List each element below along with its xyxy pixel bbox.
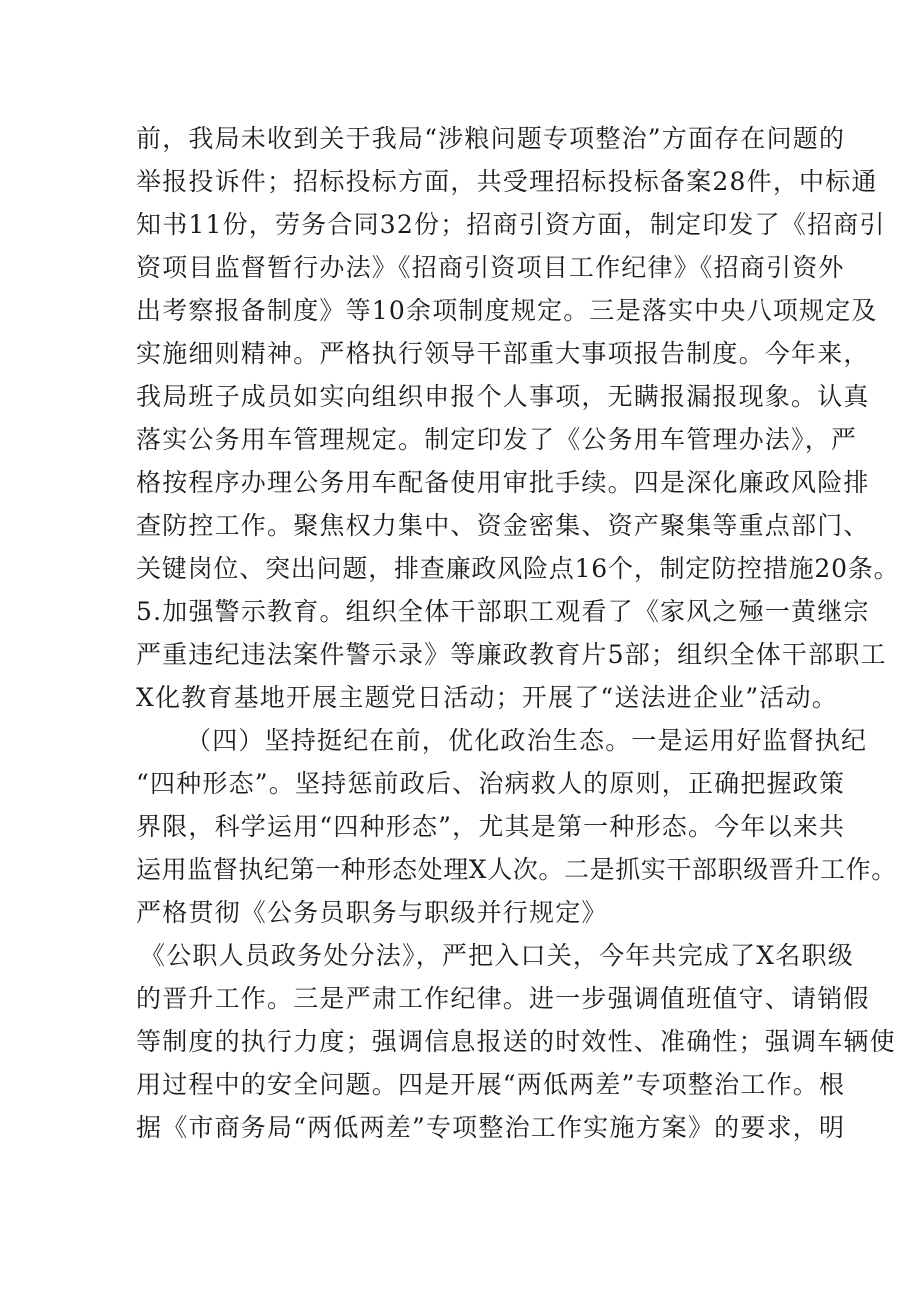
text-line: 前，我局未收到关于我局“涉粮问题专项整治”方面存在问题的 xyxy=(136,124,846,153)
text-line: 运用监督执纪第一种形态处理X人次。二是抓实干部职级晋升工作。 xyxy=(136,855,897,884)
text-line: 知书11份，劳务合同32份；招商引资方面，制定印发了《招商引 xyxy=(136,210,886,239)
text-line: 严格贯彻《公务员职务与职级并行规定》 xyxy=(136,898,608,927)
text-line: 的晋升工作。三是严肃工作纪律。进一步强调值班值守、请销假 xyxy=(136,984,870,1013)
text-line: 界限，科学运用“四种形态”，尤其是第一种形态。今年以来共 xyxy=(136,812,846,841)
text-line: 我局班子成员如实向组织申报个人事项，无瞒报漏报现象。认真 xyxy=(136,382,870,411)
text-line: 格按程序办理公务用车配备使用审批手续。四是深化廉政风险排 xyxy=(136,468,870,497)
text-line: 用过程中的安全问题。四是开展“两低两差”专项整治工作。根 xyxy=(136,1070,846,1099)
text-line: 关键岗位、突出问题，排查廉政风险点16个，制定防控措施20条。 xyxy=(136,554,900,583)
text-line: 据《市商务局“两低两差”专项整治工作实施方案》的要求，明 xyxy=(136,1113,846,1142)
text-line: 严重违纪违法案件警示录》等廉政教育片5部；组织全体干部职工 xyxy=(136,640,887,669)
text-line: 查防控工作。聚焦权力集中、资金密集、资产聚集等重点部门、 xyxy=(136,511,870,540)
text-line: 举报投诉件；招标投标方面，共受理招标投标备案28件，中标通 xyxy=(136,167,878,196)
text-line: 资项目监督暂行办法》《招商引资项目工作纪律》《招商引资外 xyxy=(136,253,845,282)
text-line: 实施细则精神。严格执行领导干部重大事项报告制度。今年来， xyxy=(136,339,870,368)
text-line: X化教育基地开展主题党日活动；开展了“送法进企业”活动。 xyxy=(136,683,838,712)
section-heading-line: （四）坚持挺纪在前，优化政治生态。一是运用好监督执纪 xyxy=(186,726,868,755)
text-line: 落实公务用车管理规定。制定印发了《公务用车管理办法》，严 xyxy=(136,425,858,454)
text-line: 5.加强警示教育。组织全体干部职工观看了《家风之殛一黄继宗 xyxy=(136,597,870,626)
text-line: 出考察报备制度》等10余项制度规定。三是落实中央八项规定及 xyxy=(136,296,878,325)
text-line: “四种形态”。坚持惩前政后、治病救人的原则，正确把握政策 xyxy=(136,769,846,798)
text-line: 《公职人员政务处分法》，严把入口关，今年共完成了X名职级 xyxy=(140,941,854,970)
text-line: 等制度的执行力度；强调信息报送的时效性、准确性；强调车辆使 xyxy=(136,1027,896,1056)
